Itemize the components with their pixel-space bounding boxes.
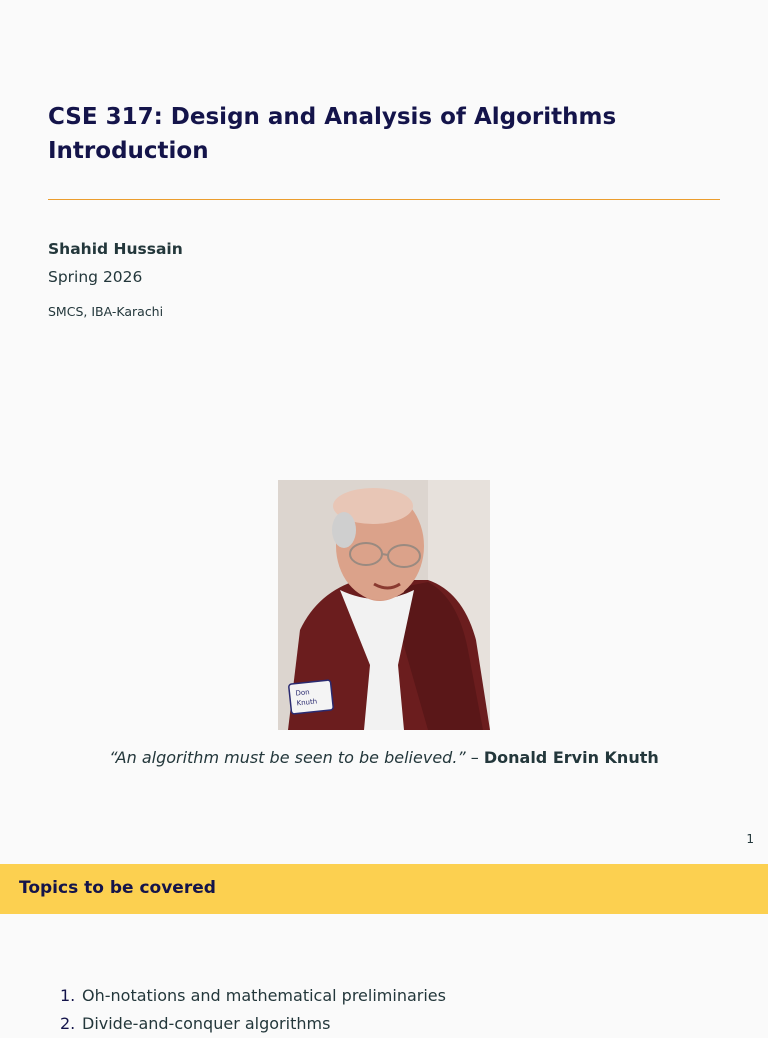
author-name: Shahid Hussain [48,240,183,258]
quote-text: “An algorithm must be seen to be believed.” [109,748,466,767]
title-divider [48,199,720,200]
svg-text:Knuth: Knuth [296,697,318,708]
frame-title: Topics to be covered [19,878,216,898]
title-line-subtitle: Introduction [48,138,209,164]
list-item-number: 1. [60,986,76,1005]
frame-title-bar [0,864,768,914]
list-item-number: 2. [60,1014,76,1033]
term-date: Spring 2026 [48,268,143,286]
quote-dash: – [465,748,484,767]
quote-author: Donald Ervin Knuth [483,748,659,767]
page-number: 1 [746,832,754,846]
topics-list [60,982,446,1038]
institute: SMCS, IBA-Karachi [48,304,164,319]
topics-slide [0,862,768,1033]
svg-text:Don: Don [295,688,311,698]
list-item-label: Divide-and-conquer algorithms [82,1014,331,1033]
presentation-title [48,100,728,168]
knuth-photo [278,480,490,730]
list-item [60,1010,446,1038]
list-item-label: Oh-notations and mathematical preliminaries [82,986,446,1005]
title-line-course: CSE 317: Design and Analysis of Algorithms [48,104,617,130]
quote [0,748,768,767]
list-item [60,982,446,1010]
